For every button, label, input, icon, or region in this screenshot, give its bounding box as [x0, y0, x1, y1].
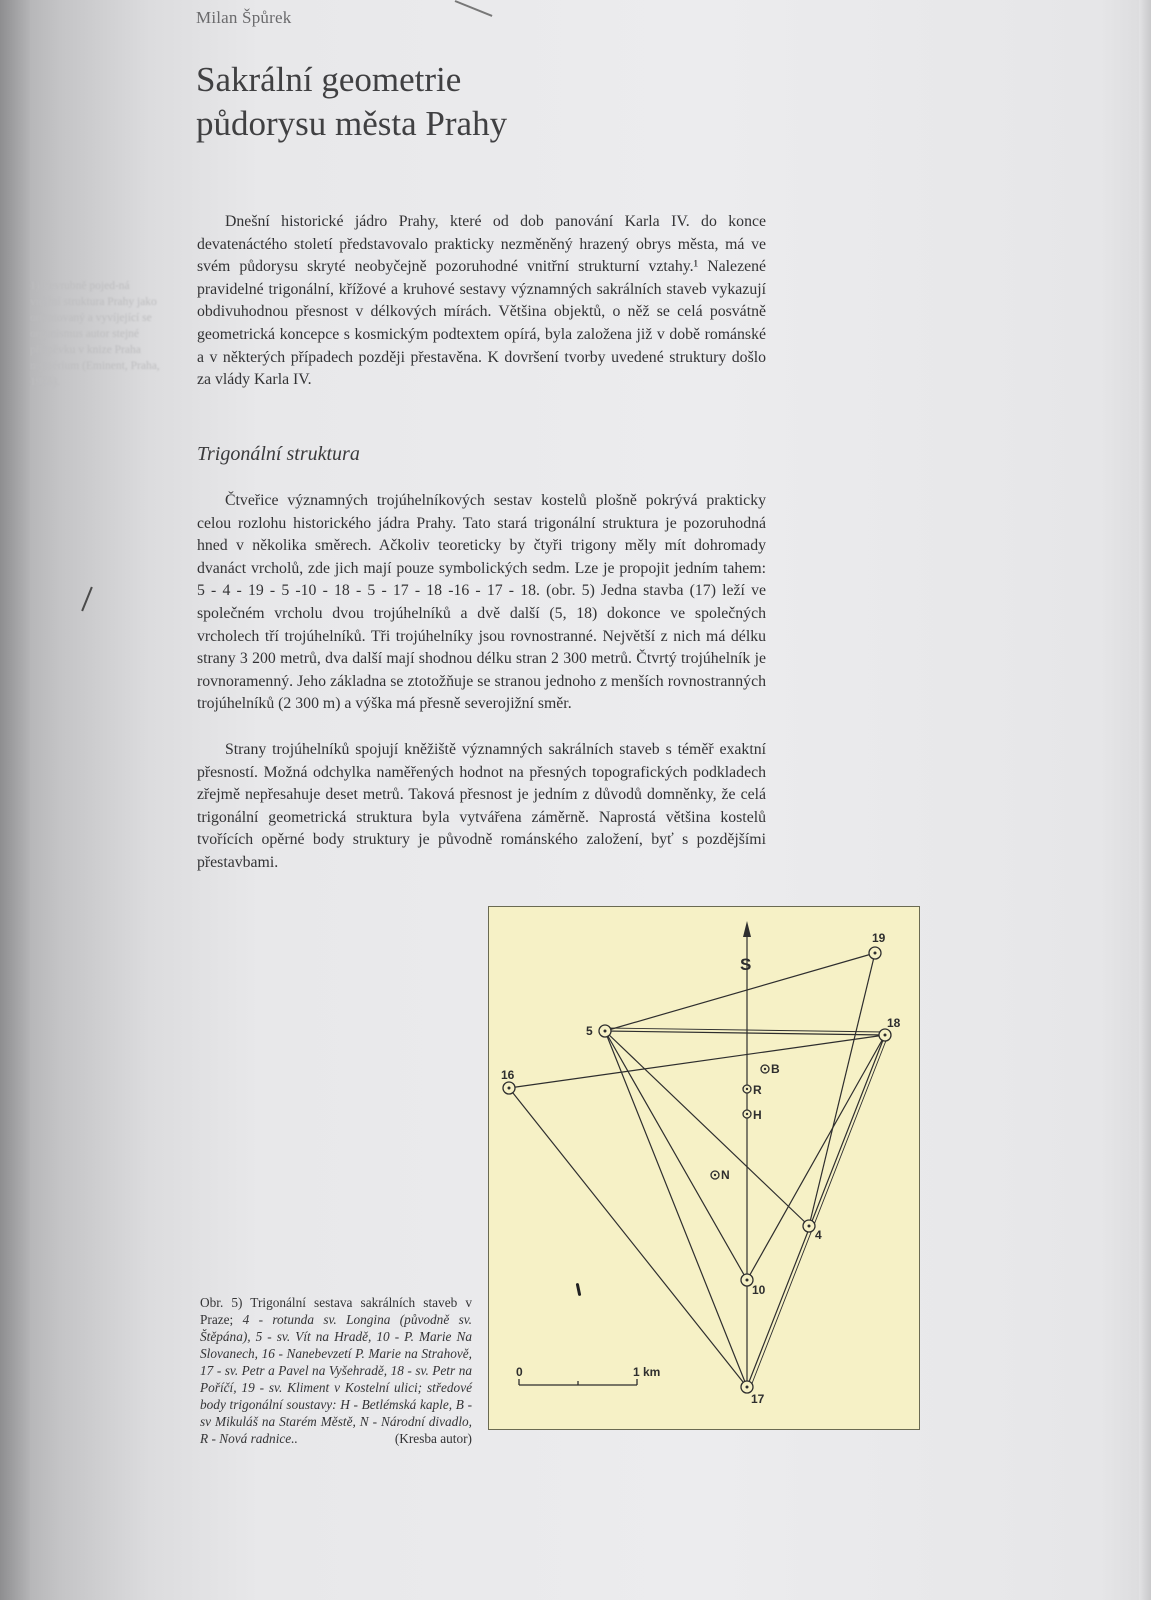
north-label: S	[740, 955, 752, 974]
figure-caption	[200, 1294, 472, 1447]
diagram-svg	[489, 907, 919, 1429]
label-H: H	[753, 1108, 762, 1122]
body-paragraph-3: Strany trojúhelníků spojují kněžiště významných sakrálních staveb s téměř exaktní přesností. Možná odchylka naměřených hodnot na přesných topografických podkladech zřejmě nepřesahuje deset metrů. Taková přesnost je jedním z důvodů domněnky, že celá trigonální geometrická struktura byla vytvářena záměrně. Naprostá většina kostelů tvořících opěrné body struktury je původně románského založení, byť s pozdějšími přestavbami.	[197, 741, 766, 871]
paper-scratch	[455, 0, 493, 17]
pencil-mark	[81, 587, 93, 612]
scale-zero-label: 0	[516, 1365, 523, 1379]
vertex-dots	[508, 952, 887, 1389]
title-line-2: půdorysu města Prahy	[196, 104, 508, 143]
label-4: 4	[815, 1228, 822, 1242]
label-N: N	[721, 1168, 730, 1182]
section-heading: Trigonální struktura	[197, 443, 360, 465]
label-5: 5	[586, 1024, 593, 1038]
scale-bar	[519, 1379, 637, 1385]
label-19: 19	[872, 931, 886, 945]
page-edge	[1139, 0, 1151, 1600]
north-arrow-icon	[743, 921, 751, 937]
edge-5-17	[605, 1031, 747, 1387]
body-paragraph-2: Čtveřice významných trojúhelníkových sestav kostelů plošně pokrývá prakticky celou rozlohu historického jádra Prahy. Tato stará trigonální struktura je pozoruhodná hned v několika směrech. Ačkoliv teoreticky by čtyři trigony měly mít dohromady dvanáct vrcholů, zde jich mají pouze symbolických sedm. Lze je propojit jedním tahem: 5 - 4 - 19 - 5 -10 - 18 - 5 - 17 - 18 -16 - 17 - 18. (obr. 5) Jedna stavba (17) leží ve společném vrcholu dvou trojúhelníků a dvě další (5, 18) dokonce ve společných vrcholech tří trojúhelníků. Tři trojúhelníky jsou rovnostranné. Největší z nich má délku strany 3 200 metrů, dva další mají shodnou délku stran 2 300 metrů. Čtvrtý trojúhelník je rovnoramenný. Jeho základna se ztotožňuje se stranou jednoho z menších rovnostranných trojúhelníků (2 300 m) a výška má přesně severojižní směr.	[197, 492, 766, 713]
footnote-margin: 1) Zevrubně pojed-ná vnitřní struktura Prahy jako orientovaný a vyvíjející se organismus autor stejné příspěvku v knize Praha mystérium (Eminent, Praha, 1996).	[30, 280, 160, 388]
title-line-1: Sakrální geometrie	[196, 60, 462, 99]
edge-16-18	[509, 1035, 885, 1088]
scale-end-label: 1 km	[633, 1365, 661, 1379]
label-R: R	[753, 1083, 762, 1097]
figure-trigonal-diagram	[488, 906, 920, 1430]
caption-body: 4 - rotunda sv. Longina (původně sv. Štěpána), 5 - sv. Vít na Hradě, 10 - P. Marie Na Slovanech, 16 - Nanebevzetí P. Marie na Strahově, 17 - sv. Petr a Pavel na Vyšehradě, 18 - sv. Petr na Poříčí, 19 - sv. Kliment v Kostelní ulici; středové body trigonální soustavy: H - Betlémská kaple, B - sv Mikuláš na Starém Městě, N - Národní divadlo, R - Nová radnice..	[200, 1312, 472, 1446]
running-header-author: Milan Špůrek	[196, 8, 292, 27]
edge-17-18	[747, 1035, 885, 1387]
vertex-markers	[503, 947, 891, 1393]
caption-lead: Obr. 5) Trigonální sestava sakrálních staveb v Praze;	[200, 1295, 472, 1327]
label-17: 17	[751, 1392, 765, 1406]
vertex-labels	[501, 931, 901, 1406]
label-10: 10	[752, 1283, 766, 1297]
edge-4-19	[809, 953, 875, 1226]
label-18: 18	[887, 1016, 901, 1030]
book-spine-shadow	[0, 0, 30, 1600]
article-title	[196, 58, 507, 146]
triangle-lines	[509, 925, 887, 1393]
caption-credit: (Kresba autor)	[394, 1431, 472, 1446]
intro-paragraph: Dnešní historické jádro Prahy, které od dob panování Karla IV. do konce devatenáctého století představovalo prakticky nezměněný hrazený obrys města, má ve svém půdorysu skryté neobyčejně pozoruhodné vnitřní strukturní vztahy.¹ Nalezené pravidelné trigonální, křížové a kruhové sestavy významných sakrálních staveb vykazují obdivuhodnou přesnost v délkových mírách. Většina objektů, o něž se celá posvátně geometrická koncepce s kosmickým podtextem opírá, byla založena již v době románské a v některých případech později přestavěna. K dovršení tvorby uvedené struktury došlo za vlády Karla IV.	[197, 213, 766, 389]
label-16: 16	[501, 1068, 515, 1082]
edge-5-10	[605, 1031, 747, 1280]
edge-17-18-double	[751, 1038, 887, 1386]
label-B: B	[771, 1062, 780, 1076]
